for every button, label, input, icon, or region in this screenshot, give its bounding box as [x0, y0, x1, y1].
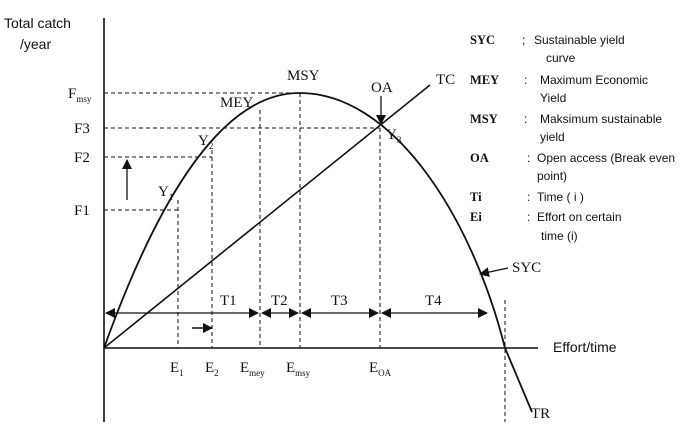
y2-label: $Y_2$ — [198, 133, 214, 151]
e2-tick-label: $E_2$ — [205, 360, 219, 378]
sustainable-yield-curve — [104, 93, 532, 412]
legend-key-syc: SYC — [470, 33, 496, 47]
period-t2-label: T2 — [271, 293, 288, 309]
e1-tick-label: $E_1$ — [170, 360, 184, 378]
f3-tick-label: F3 — [74, 121, 90, 137]
emey-tick-label: $E_{mey}$ — [240, 360, 265, 378]
x-axis-label: Effort/time — [553, 339, 617, 355]
f2-tick-label: F2 — [74, 150, 90, 166]
oa-label: OA — [371, 80, 393, 96]
period-t3-label: T3 — [331, 293, 348, 309]
y1-label: $Y_1$ — [158, 184, 174, 202]
legend-key-msy: MSY — [470, 112, 498, 126]
legend-text-mey-2: Yield — [540, 91, 567, 105]
legend-text-syc-2: curve — [546, 51, 576, 65]
legend-text-mey: Maximum Economic — [540, 73, 649, 87]
legend-text-msy: Maksimum sustainable — [540, 112, 663, 126]
legend-text-ei: Effort on certain — [537, 210, 622, 224]
mey-label: MEY — [220, 95, 254, 111]
syc-curve-label: SYC — [512, 260, 542, 276]
period-t1-label: T1 — [220, 293, 237, 309]
legend-sep-ti: : — [527, 190, 531, 204]
y-axis-label-line1: Total catch — [4, 15, 71, 31]
legend-text-ei-2: time (i) — [541, 229, 578, 243]
legend — [470, 33, 675, 243]
tc-label: TC — [436, 72, 456, 88]
legend-text-msy-2: yield — [540, 130, 565, 144]
legend-key-oa: OA — [470, 151, 489, 165]
tr-label: TR — [531, 406, 551, 422]
legend-text-oa-2: point) — [537, 169, 568, 183]
legend-sep-oa: : — [527, 151, 531, 165]
y-axis-label-line2: /year — [20, 36, 52, 52]
legend-text-oa: Open access (Break even — [537, 151, 676, 165]
syc-pointer-arrow — [480, 268, 508, 274]
legend-sep-msy: : — [524, 112, 528, 126]
f1-tick-label: F1 — [74, 203, 90, 219]
legend-key-ei: Ei — [470, 210, 482, 224]
legend-key-ti: Ti — [470, 190, 482, 204]
eoa-tick-label: $E_{OA}$ — [369, 360, 392, 378]
legend-text-ti: Time ( i ) — [537, 190, 584, 204]
fmsy-tick-label: $F_{msy}$ — [68, 86, 92, 104]
msy-label: MSY — [287, 68, 320, 84]
legend-sep-ei: : — [527, 210, 531, 224]
period-t4-label: T4 — [425, 293, 442, 309]
y3-label: $Y_3$ — [386, 127, 402, 145]
emsy-tick-label: $E_{msy}$ — [286, 360, 311, 378]
total-cost-line — [104, 85, 430, 348]
legend-key-mey: MEY — [470, 73, 500, 87]
legend-sep-mey: : — [524, 73, 528, 87]
legend-sep-syc: ; — [522, 33, 526, 47]
legend-text-syc: Sustainable yield — [534, 33, 625, 47]
